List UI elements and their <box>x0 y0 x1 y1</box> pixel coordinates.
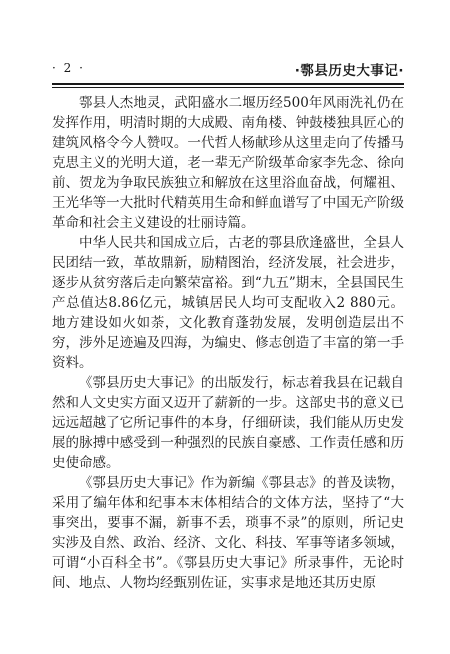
page-header <box>52 59 404 81</box>
paragraph: 《鄠县历史大事记》的出版发行，标志着我县在记载自然和人文史实方面又迈开了薪新的一步。这部史书的意义已远远超越了它所记事件的本身，仔细研读，我们能从历史发展的脉搏中感受到一种强烈的民族自豪感、工作责任感和历史使命感。 <box>52 375 404 471</box>
page-number: · 2 · <box>52 61 85 75</box>
header-rule-thin <box>52 87 404 88</box>
running-title: ·鄠县历史大事记· <box>294 63 404 79</box>
body-text <box>52 93 404 593</box>
paragraph: 鄠县人杰地灵，武阳盛水二堰历经500年风雨洗礼仍在发挥作用，明清时期的大成殿、南角楼、钟鼓楼独具匠心的建筑风格令今人赞叹。一代哲人杨献珍从这里走向了传播马克思主义的光明大道，老一辈无产阶级革命家李先念、徐向前、贺龙为争取民族独立和解放在这里浴血奋战，何耀祖、王光华等一大批时代精英用生命和鲜血谱写了中国无产阶级革命和社会主义建设的壮丽诗篇。 <box>52 95 404 231</box>
paragraph: 《鄠县历史大事记》作为新编《鄠县志》的普及读物，采用了编年体和纪事本末体相结合的文体方法，坚持了“大事突出，要事不漏，新事不丢，琐事不录”的原则，所记史实涉及自然、政治、经济、文化、科技、军事等诸多领域，可谓“小百科全书”。《鄠县历史大事记》所录事件，无论时间、地点、人物均经甄别佐证，实事求是地还其历史原 <box>52 475 404 591</box>
header-rule-thick <box>52 83 404 85</box>
paragraph: 中华人民共和国成立后，古老的鄠县欣逢盛世，全县人民团结一致，革故鼎新，励精图治，经济发展，社会进步，逐步从贫穷落后走向繁荣富裕。到“九五”期末，全县国民生产总值达8.86亿元，城镇居民人均可支配收入2 880元。地方建设如火如荼，文化教育蓬勃发展，发明创造层出不穷，涉外足迹遍及四海，为编史、修志创造了丰富的第一手资料。 <box>52 235 404 371</box>
